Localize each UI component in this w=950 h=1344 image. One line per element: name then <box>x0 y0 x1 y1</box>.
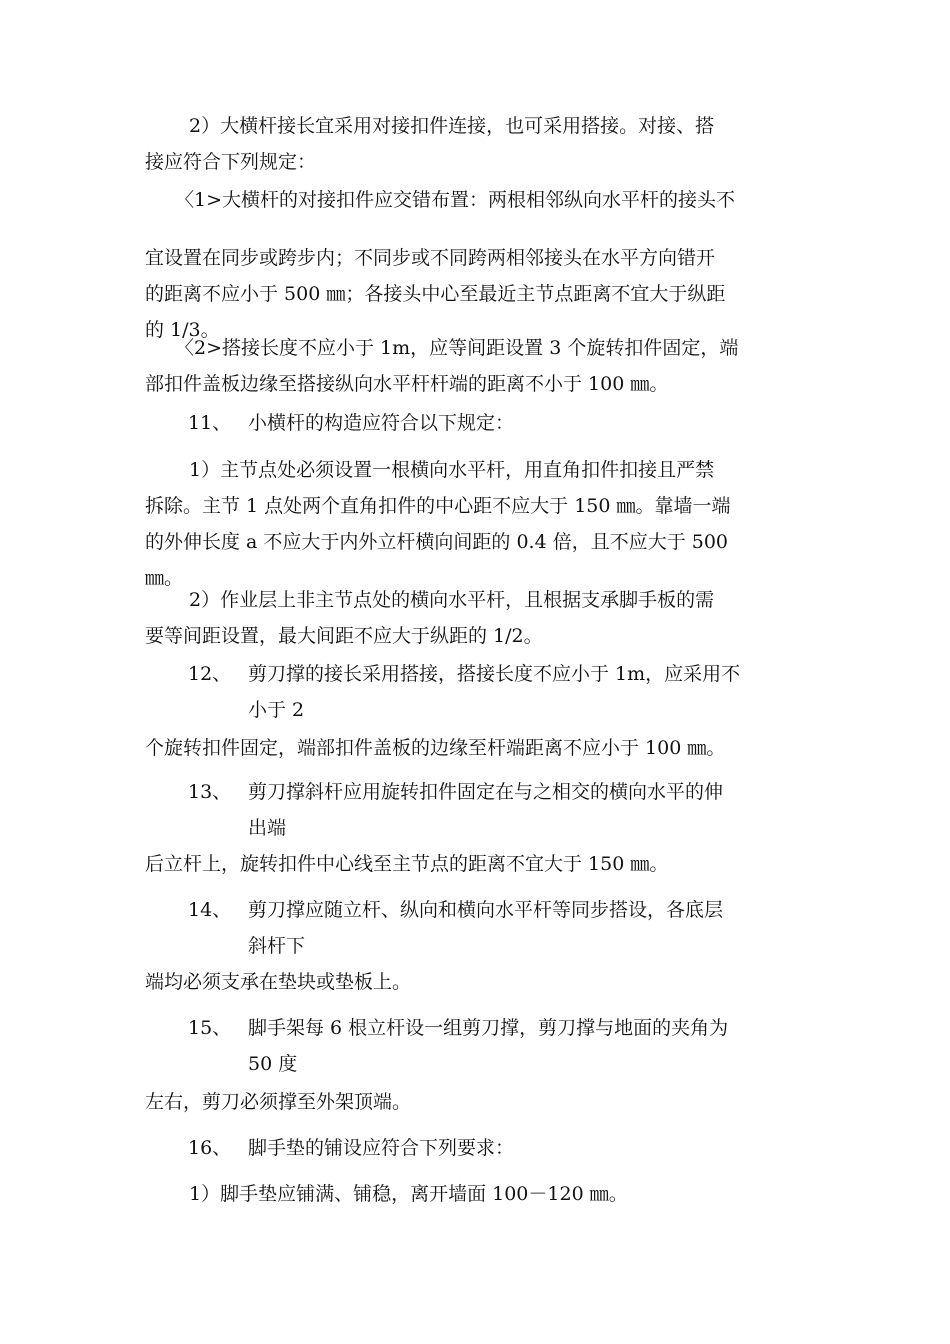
paragraph-sub-2 <box>145 330 805 402</box>
paragraph-2-working-layer <box>145 582 805 654</box>
text-line: 1）脚手垫应铺满、铺稳，离开墙面 100－120 ㎜。 <box>189 1183 628 1205</box>
item-13-text <box>248 774 808 846</box>
paragraph-sub-1-header <box>145 182 805 218</box>
item-number: 11、 <box>188 412 232 434</box>
paragraph-1-small-bar <box>145 452 805 596</box>
text-line: 接应符合下列规定： <box>145 151 317 173</box>
item-11-text: 小横杆的构造应符合以下规定： <box>248 412 515 434</box>
item-number: 15、 <box>188 1017 232 1039</box>
text-line: 剪刀撑的接长采用搭接，搭接长度不应小于 1m，应采用不 <box>248 663 741 685</box>
paragraph-1-scaffold-pad <box>145 1176 805 1212</box>
text-line: 1）主节点处必须设置一根横向水平杆，用直角扣件扣接且严禁 <box>189 459 715 481</box>
text-line: 剪刀撑斜杆应用旋转扣件固定在与之相交的横向水平的伸 <box>248 781 724 803</box>
text-line: 要等间距设置，最大间距不应大于纵距的 1/2。 <box>145 625 543 647</box>
item-14-continuation <box>145 964 805 1000</box>
item-number: 14、 <box>188 899 232 921</box>
text-line: 脚手架每 6 根立杆设一组剪刀撑，剪刀撑与地面的夹角为 <box>248 1017 729 1039</box>
item-number: 16、 <box>188 1137 232 1159</box>
text-line: 50 度 <box>248 1053 298 1075</box>
text-line: 的 1/3。 <box>145 319 220 341</box>
text-line: 部扣件盖板边缘至搭接纵向水平杆杆端的距离不小于 100 ㎜。 <box>145 373 669 395</box>
item-number: 13、 <box>188 781 232 803</box>
item-12-text <box>248 656 808 728</box>
item-15-text <box>248 1010 808 1082</box>
text-line: 个旋转扣件固定，端部扣件盖板的边缘至杆端距离不应小于 100 ㎜。 <box>145 737 726 759</box>
text-line: 后立杆上，旋转扣件中心线至主节点的距离不宜大于 150 ㎜。 <box>145 853 669 875</box>
text-line: 2）大横杆接长宜采用对接扣件连接，也可采用搭接。对接、搭 <box>189 115 715 137</box>
item-12-continuation <box>145 730 805 766</box>
text-line: 斜杆下 <box>248 935 306 957</box>
text-line: 〈2>搭接长度不应小于 1m，应等间距设置 3 个旋转扣件固定，端 <box>175 337 739 359</box>
text-line: 的外伸长度 a 不应大于内外立杆横向间距的 0.4 倍，且不应大于 500 <box>145 531 729 553</box>
item-15-continuation <box>145 1084 805 1120</box>
text-line: 小于 2 <box>248 699 305 721</box>
text-line: 宜设置在同步或跨步内；不同步或不同跨两相邻接头在水平方向错开 <box>145 247 716 269</box>
item-16-text: 脚手垫的铺设应符合下列要求： <box>248 1137 515 1159</box>
text-line: ㎜。 <box>145 567 184 589</box>
paragraph-2-horizontal-bar-joining <box>145 108 805 180</box>
text-line: 拆除。主节 1 点处两个直角扣件的中心距不应大于 150 ㎜。靠墙一端 <box>145 495 731 517</box>
text-line: 〈1>大横杆的对接扣件应交错布置：两根相邻纵向水平杆的接头不 <box>175 189 736 211</box>
item-14-text <box>248 892 808 964</box>
text-line: 剪刀撑应随立杆、纵向和横向水平杆等同步搭设，各底层 <box>248 899 724 921</box>
text-line: 2）作业层上非主节点处的横向水平杆，且根据支承脚手板的需 <box>189 589 715 611</box>
text-line: 端均必须支承在垫块或垫板上。 <box>145 971 412 993</box>
text-line: 左右，剪刀必须撑至外架顶端。 <box>145 1091 412 1113</box>
item-number: 12、 <box>188 663 232 685</box>
text-line: 的距离不应小于 500 ㎜；各接头中心至最近主节点距离不宜大于纵距 <box>145 283 726 305</box>
text-line: 出端 <box>248 817 287 839</box>
item-13-continuation <box>145 846 805 882</box>
